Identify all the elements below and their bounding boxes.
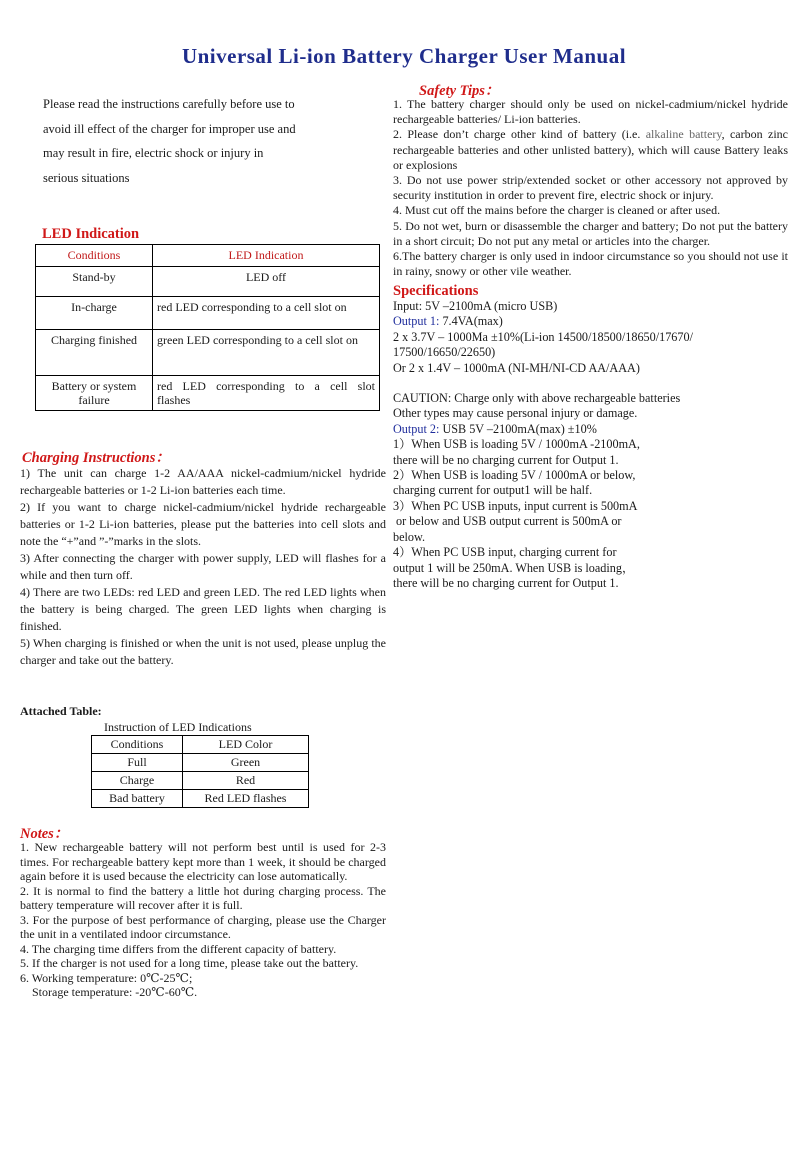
instruction-item: 4) There are two LEDs: red LED and green LED. The red LED lights when the battery is being charged. The green LED lights when charging is finished.: [20, 585, 386, 633]
spec-line: there will be no charging current for Output 1.: [393, 575, 619, 590]
spec-line: output 1 will be 250mA. When USB is loading，: [393, 560, 635, 575]
caution-line: CAUTION: Charge only with above rechargeable batteries: [393, 391, 681, 406]
indication-line: flashes: [157, 393, 191, 407]
safety-tips-heading: Safety Tips：: [419, 83, 500, 99]
intro-line: avoid ill effect of the charger for improper use and: [43, 121, 296, 136]
column-header: Conditions: [36, 245, 153, 267]
document-title: Universal Li-ion Battery Charger User Manual: [181, 44, 627, 68]
spec-line: Or 2 x 1.4V – 1000mA (NI-MH/NI-CD AA/AAA): [393, 360, 640, 375]
safety-tips: [393, 97, 788, 279]
spacer: [393, 376, 788, 391]
safety-item: 3. Do not use power strip/extended socket or other accessory not approved by security institution in order to prevent fire, electric shock or injury.: [393, 173, 788, 203]
spec-line: 4）When PC USB input, charging current for: [393, 545, 617, 560]
column-header: Conditions: [92, 736, 183, 754]
safety-item: [393, 127, 788, 173]
intro-line: Please read the instructions carefully before use to: [43, 97, 295, 111]
table-row: [36, 376, 380, 411]
safety-item-text: , carbon zinc rechargeable batteries and other unlisted battery), which will cause Battery leaks or explosions: [393, 127, 788, 172]
led-indication-table: [35, 244, 380, 411]
led-indication-heading: LED Indication: [42, 226, 140, 242]
instruction-item: 2) If you want to charge nickel-cadmium/nickel hydride rechargeable batteries or 1-2 Li-ion batteries, please put the batteries into cell slots and note the “+”and ”-”marks in the slots.: [20, 500, 386, 548]
table-cell: Full: [92, 754, 183, 772]
attached-led-table: [91, 735, 309, 808]
safety-item-text: 2. Please don’t charge other kind of battery (i.e.: [393, 127, 646, 142]
spec-output1: [393, 314, 788, 329]
note-item: 3. For the purpose of best performance of charging, please use the Charger the unit in a ventilated indoor circumstance.: [20, 912, 386, 941]
table-row: [92, 754, 309, 772]
table-row: [92, 790, 309, 808]
indication-cell: red LED corresponding to a cell slot on: [153, 297, 380, 330]
note-item: 1. New rechargeable battery will not perform best until is used for 2-3 times. For rechargeable battery kept more than 1 week, it should be charged again before it is used because the electricity can lose automatically.: [20, 840, 386, 883]
spec-output2: [393, 422, 788, 437]
instruction-item: 3) After connecting the charger with power supply, LED will flashes for a while and then turn off.: [20, 551, 386, 582]
safety-item: 6.The battery charger is only used in indoor circumstance so you should not use it in rainy, snowy or other vile weather.: [393, 249, 788, 279]
note-item: 6. Working temperature: 0℃-25℃;: [20, 970, 193, 985]
safety-item: 4. Must cut off the mains before the charger is cleaned or after used.: [393, 203, 721, 218]
intro-text: [43, 92, 313, 190]
condition-cell: Charging finished: [36, 330, 153, 376]
charging-instructions-heading: Charging Instructions：: [22, 450, 170, 466]
column-header: LED Color: [183, 736, 309, 754]
note-item: 2. It is normal to find the battery a little hot during charging process. The battery temperature will recover after it is full.: [20, 883, 386, 912]
spec-line: 2 x 3.7V – 1000Ma ±10%(Li-ion 14500/18500/18650/17670/: [393, 329, 693, 344]
condition-cell: Stand-by: [36, 267, 153, 297]
condition-cell: In-charge: [36, 297, 153, 330]
table-header-row: [36, 245, 380, 267]
spec-line: below.: [393, 529, 426, 544]
note-item: 4. The charging time differs from the different capacity of battery.: [20, 941, 337, 956]
spec-input: Input: 5V –2100mA (micro USB): [393, 299, 558, 313]
specifications-heading: Specifications: [393, 283, 479, 299]
table-cell: Red: [183, 772, 309, 790]
instruction-item: 5) When charging is finished or when the unit is not used, please unplug the charger and take out the battery.: [20, 636, 386, 667]
output2-value: USB 5V –2100mA(max) ±10%: [439, 421, 597, 436]
intro-line: may result in fire, electric shock or injury in: [43, 146, 264, 160]
alkaline-battery-link[interactable]: alkaline battery: [645, 127, 722, 142]
table-cell: Charge: [92, 772, 183, 790]
spec-line: or below and USB output current is 500mA or: [393, 514, 622, 529]
spec-line: 1）When USB is loading 5V / 1000mA -2100mA,: [393, 437, 640, 452]
table-row: [36, 267, 380, 297]
spec-line: 17500/16650/22650): [393, 345, 496, 360]
note-item: 5. If the charger is not used for a long time, please take out the battery.: [20, 956, 359, 970]
indication-cell: green LED corresponding to a cell slot on: [153, 330, 380, 376]
table-cell: Green: [183, 754, 309, 772]
column-header: LED Indication: [153, 245, 380, 267]
caution-line: Other types may cause personal injury or damage.: [393, 406, 638, 421]
table-row: [36, 330, 380, 376]
output2-label: Output 2:: [393, 421, 440, 436]
spec-line: 3）When PC USB inputs, input current is 500mA: [393, 498, 638, 513]
spec-line: there will be no charging current for Output 1.: [393, 452, 619, 467]
instruction-item: 1) The unit can charge 1-2 AA/AAA nickel-cadmium/nickel hydride rechargeable batteries or 1-2 Li-ion batteries each time.: [20, 466, 386, 497]
note-item: Storage temperature: -20℃-60℃.: [20, 985, 198, 999]
table-row: [36, 297, 380, 330]
specifications: [393, 299, 788, 591]
notes-heading: Notes：: [20, 826, 69, 842]
attached-table-label: Attached Table:: [20, 704, 102, 718]
condition-cell: Battery or system failure: [36, 376, 153, 411]
safety-item: 5. Do not wet, burn or disassemble the charger and battery; Do not put the battery in a short circuit; Do not put any metal or articles into the charger.: [393, 218, 788, 248]
intro-line: serious situations: [43, 170, 130, 185]
notes-list: [20, 840, 386, 1000]
indication-cell: [153, 376, 380, 411]
table-cell: Bad battery: [92, 790, 183, 808]
indication-line: red LED corresponding to a cell slot: [157, 379, 375, 393]
spec-line: 2）When USB is loading 5V / 1000mA or below,: [393, 468, 636, 483]
safety-item: 1. The battery charger should only be used on nickel-cadmium/nickel hydride rechargeable batteries/ Li-ion batteries.: [393, 97, 788, 127]
table-cell: Red LED flashes: [183, 790, 309, 808]
indication-cell: LED off: [153, 267, 380, 297]
output1-label: Output 1:: [393, 314, 440, 329]
output1-value: 7.4VA(max): [439, 314, 503, 329]
table-header-row: [92, 736, 309, 754]
table-row: [92, 772, 309, 790]
spec-line: charging current for output1 will be half.: [393, 483, 593, 498]
attached-table-caption: Instruction of LED Indications: [104, 720, 252, 734]
charging-instructions: [20, 465, 386, 669]
